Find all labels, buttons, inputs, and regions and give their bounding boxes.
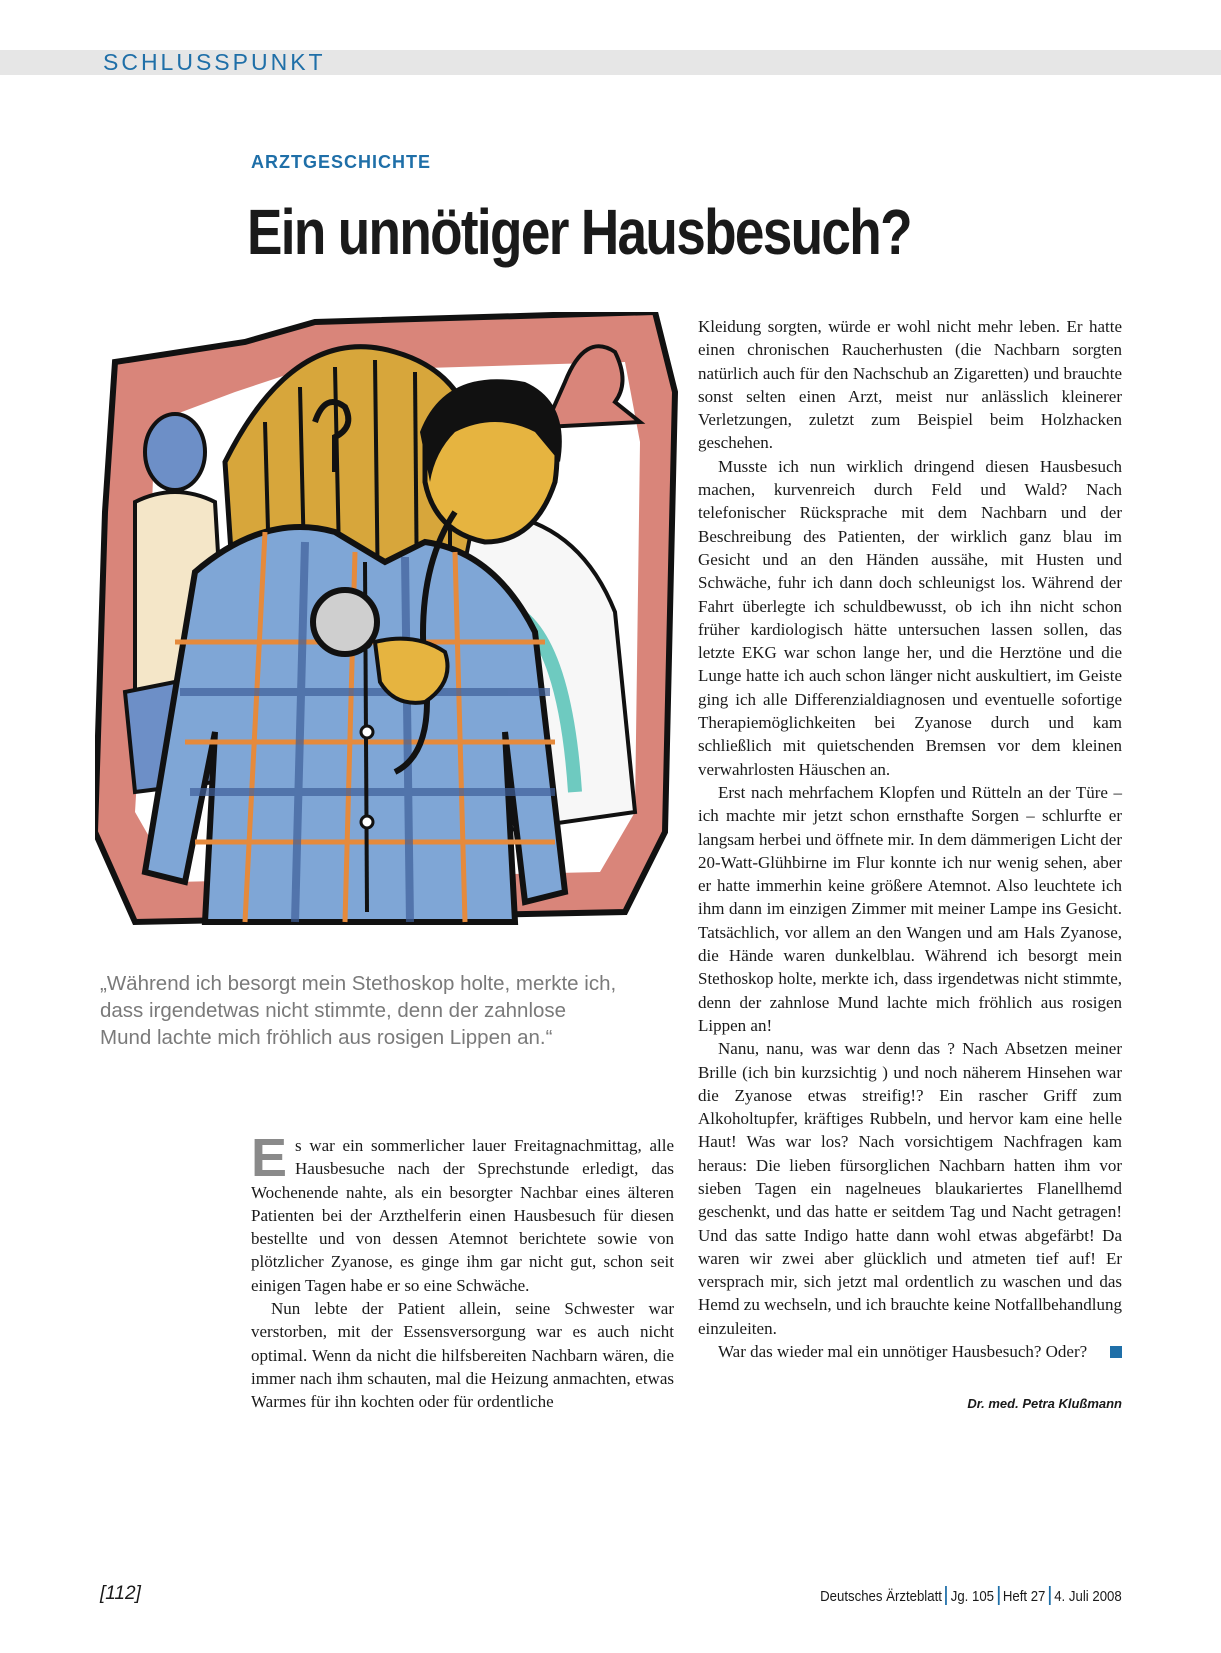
plaid-shirt bbox=[145, 527, 565, 922]
article-column-left bbox=[251, 1128, 674, 1414]
paragraph-6 bbox=[698, 1340, 1122, 1363]
end-mark-icon bbox=[1110, 1346, 1122, 1358]
paragraph-3: Musste ich nun wirklich dringend diesen Hausbesuch machen, kurvenreich durch Feld und Wald? Nach telefonischer Rücksprache mit dem Nachbarn und der Beschreibung des Patienten, der wirklich ganz blau im Gesicht und an den Händen aussähe, mit Husten und Schwäche, fuhr ich dann doch schleunigst los. Während der Fahrt überlegte ich schuldbewusst, ob ich ihn nicht schon früher kardiologisch hätte untersuchen lassen sollen, das letzte EKG war schon lange her, und die Herztöne und die Lunge hatte ich auch schon länger nicht auskultiert, im Geiste ging ich alle Differenzialdiagnosen und eventuelle sofortige Therapiemöglichkeiten bei Zyanose durch und kam schließlich mit quietschenden Bremsen vor dem kleinen verwahrlosten Häuschen an. bbox=[698, 456, 1122, 779]
paragraph-4: Erst nach mehrfachem Klopfen und Rütteln an der Türe – ich machte mir jetzt schon ernsthafte Sorgen – schlurfte er langsam herbei und öffnete mir. In dem dämmerigen Licht der 20-Watt-Glühbirne im Flur konnte ich nur wenig sehen, aber er hatte immerhin keine größere Atemnot. Also leuchtete ich ihm dann im einzigen Zimmer mit meiner Lampe ins Gesicht. Tatsächlich, vor allem an den Wangen und am Hals Zyanose, die Hände waren dunkelblau. Während ich besorgt mein Stethoskop holte, merkte ich, dass irgendetwas nicht stimmte, denn der zahnlose Mund lachte mich fröhlich aus rosigen Lippen an! bbox=[698, 782, 1122, 1035]
footer-separator bbox=[998, 1586, 1000, 1605]
article-kicker: ARZTGESCHICHTE bbox=[251, 152, 431, 172]
footer-separator bbox=[1049, 1586, 1051, 1605]
doctor-shirt-illustration bbox=[95, 312, 685, 937]
journal-volume: Jg. 105 bbox=[950, 1588, 995, 1605]
drop-cap: E bbox=[251, 1128, 288, 1188]
footer-separator bbox=[946, 1586, 948, 1605]
journal-date: 4. Juli 2008 bbox=[1054, 1588, 1122, 1605]
section-title: SCHLUSSPUNKT bbox=[103, 49, 326, 75]
paragraph-5: Nanu, nanu, was war denn das ? Nach Absetzen meiner Brille (ich bin kurzsichtig ) und noch näherem Hinsehen war die Zyanose etwas streifig!? Ein rascher Griff zum Alkoholtupfer, kräftiges Rubbeln, und hervor kam eine helle Haut! Was war los? Nach vorsichtigem Nachfragen kam heraus: Die lieben fürsorglichen Nachbarn hatten ihm vor sieben Tagen ein nagelneues blaukariertes Flanellhemd geschenkt, und das hatte er seitdem Tag und Nacht getragen! Und das satte Indigo hatte dann wohl etwas abgefärbt! Da waren wir zwei aber glücklich und atmeten tief auf! Er versprach mir, sich jetzt mal ordentlich zu waschen und das Hemd zu wechseln, und ich brauchte keine Notfallbehandlung einzuleiten. bbox=[698, 1039, 1122, 1338]
pull-quote: „Während ich besorgt mein Stethoskop holte, merkte ich, dass irgendetwas nicht stimmte, denn der zahnlose Mund lachte mich fröhlich aus rosigen Lippen an.“ bbox=[100, 972, 617, 1049]
paragraph-2-left: Nun lebte der Patient allein, seine Schwester war verstorben, mit der Essensversorgung war es auch nicht optimal. Wenn da nicht die hilfsbereiten Nachbarn wären, die immer nach ihm schauten, mal die Heizung anmachten, etwas Warmes für ihn kochten oder für ordentliche bbox=[251, 1299, 674, 1412]
author-byline: Dr. med. Petra Klußmann bbox=[967, 1396, 1122, 1411]
article-column-right bbox=[698, 315, 1122, 1363]
footer-info bbox=[820, 1586, 1122, 1605]
paragraph-2-right: Kleidung sorgten, würde er wohl nicht mehr leben. Er hatte einen chronischen Raucherhusten (die Nachbarn sorgten natürlich auch für den Nachschub an Zigaretten) und brauchte sonst selten einen Arzt, meist nur anlässlich kleinerer Verletzungen, zuletzt zum Beispiel beim Holzhacken geschehen. bbox=[698, 317, 1122, 453]
paragraph-1 bbox=[251, 1128, 674, 1297]
article-title: Ein unnötiger Hausbesuch? bbox=[247, 196, 911, 268]
page-number: [112] bbox=[100, 1583, 141, 1604]
journal-name: Deutsches Ärzteblatt bbox=[820, 1588, 943, 1605]
paragraph-6-text: War das wieder mal ein unnötiger Hausbesuch? Oder? bbox=[718, 1342, 1088, 1362]
paragraph-1-text: s war ein sommerlicher lauer Freitagnachmittag, alle Hausbesuche nach der Sprechstunde erledigt, das Wochenende nahte, als ein besorgter Nachbar eines älteren Patienten bei der Arzthelferin einen Hausbesuch für diesen bestellte und von dessen Atemnot berichtete sowie von plötzlicher Zyanose, es ginge ihm gar nicht gut, schon seit einigen Tagen habe er so eine Schwäche. bbox=[251, 1136, 674, 1295]
journal-issue: Heft 27 bbox=[1003, 1588, 1046, 1605]
